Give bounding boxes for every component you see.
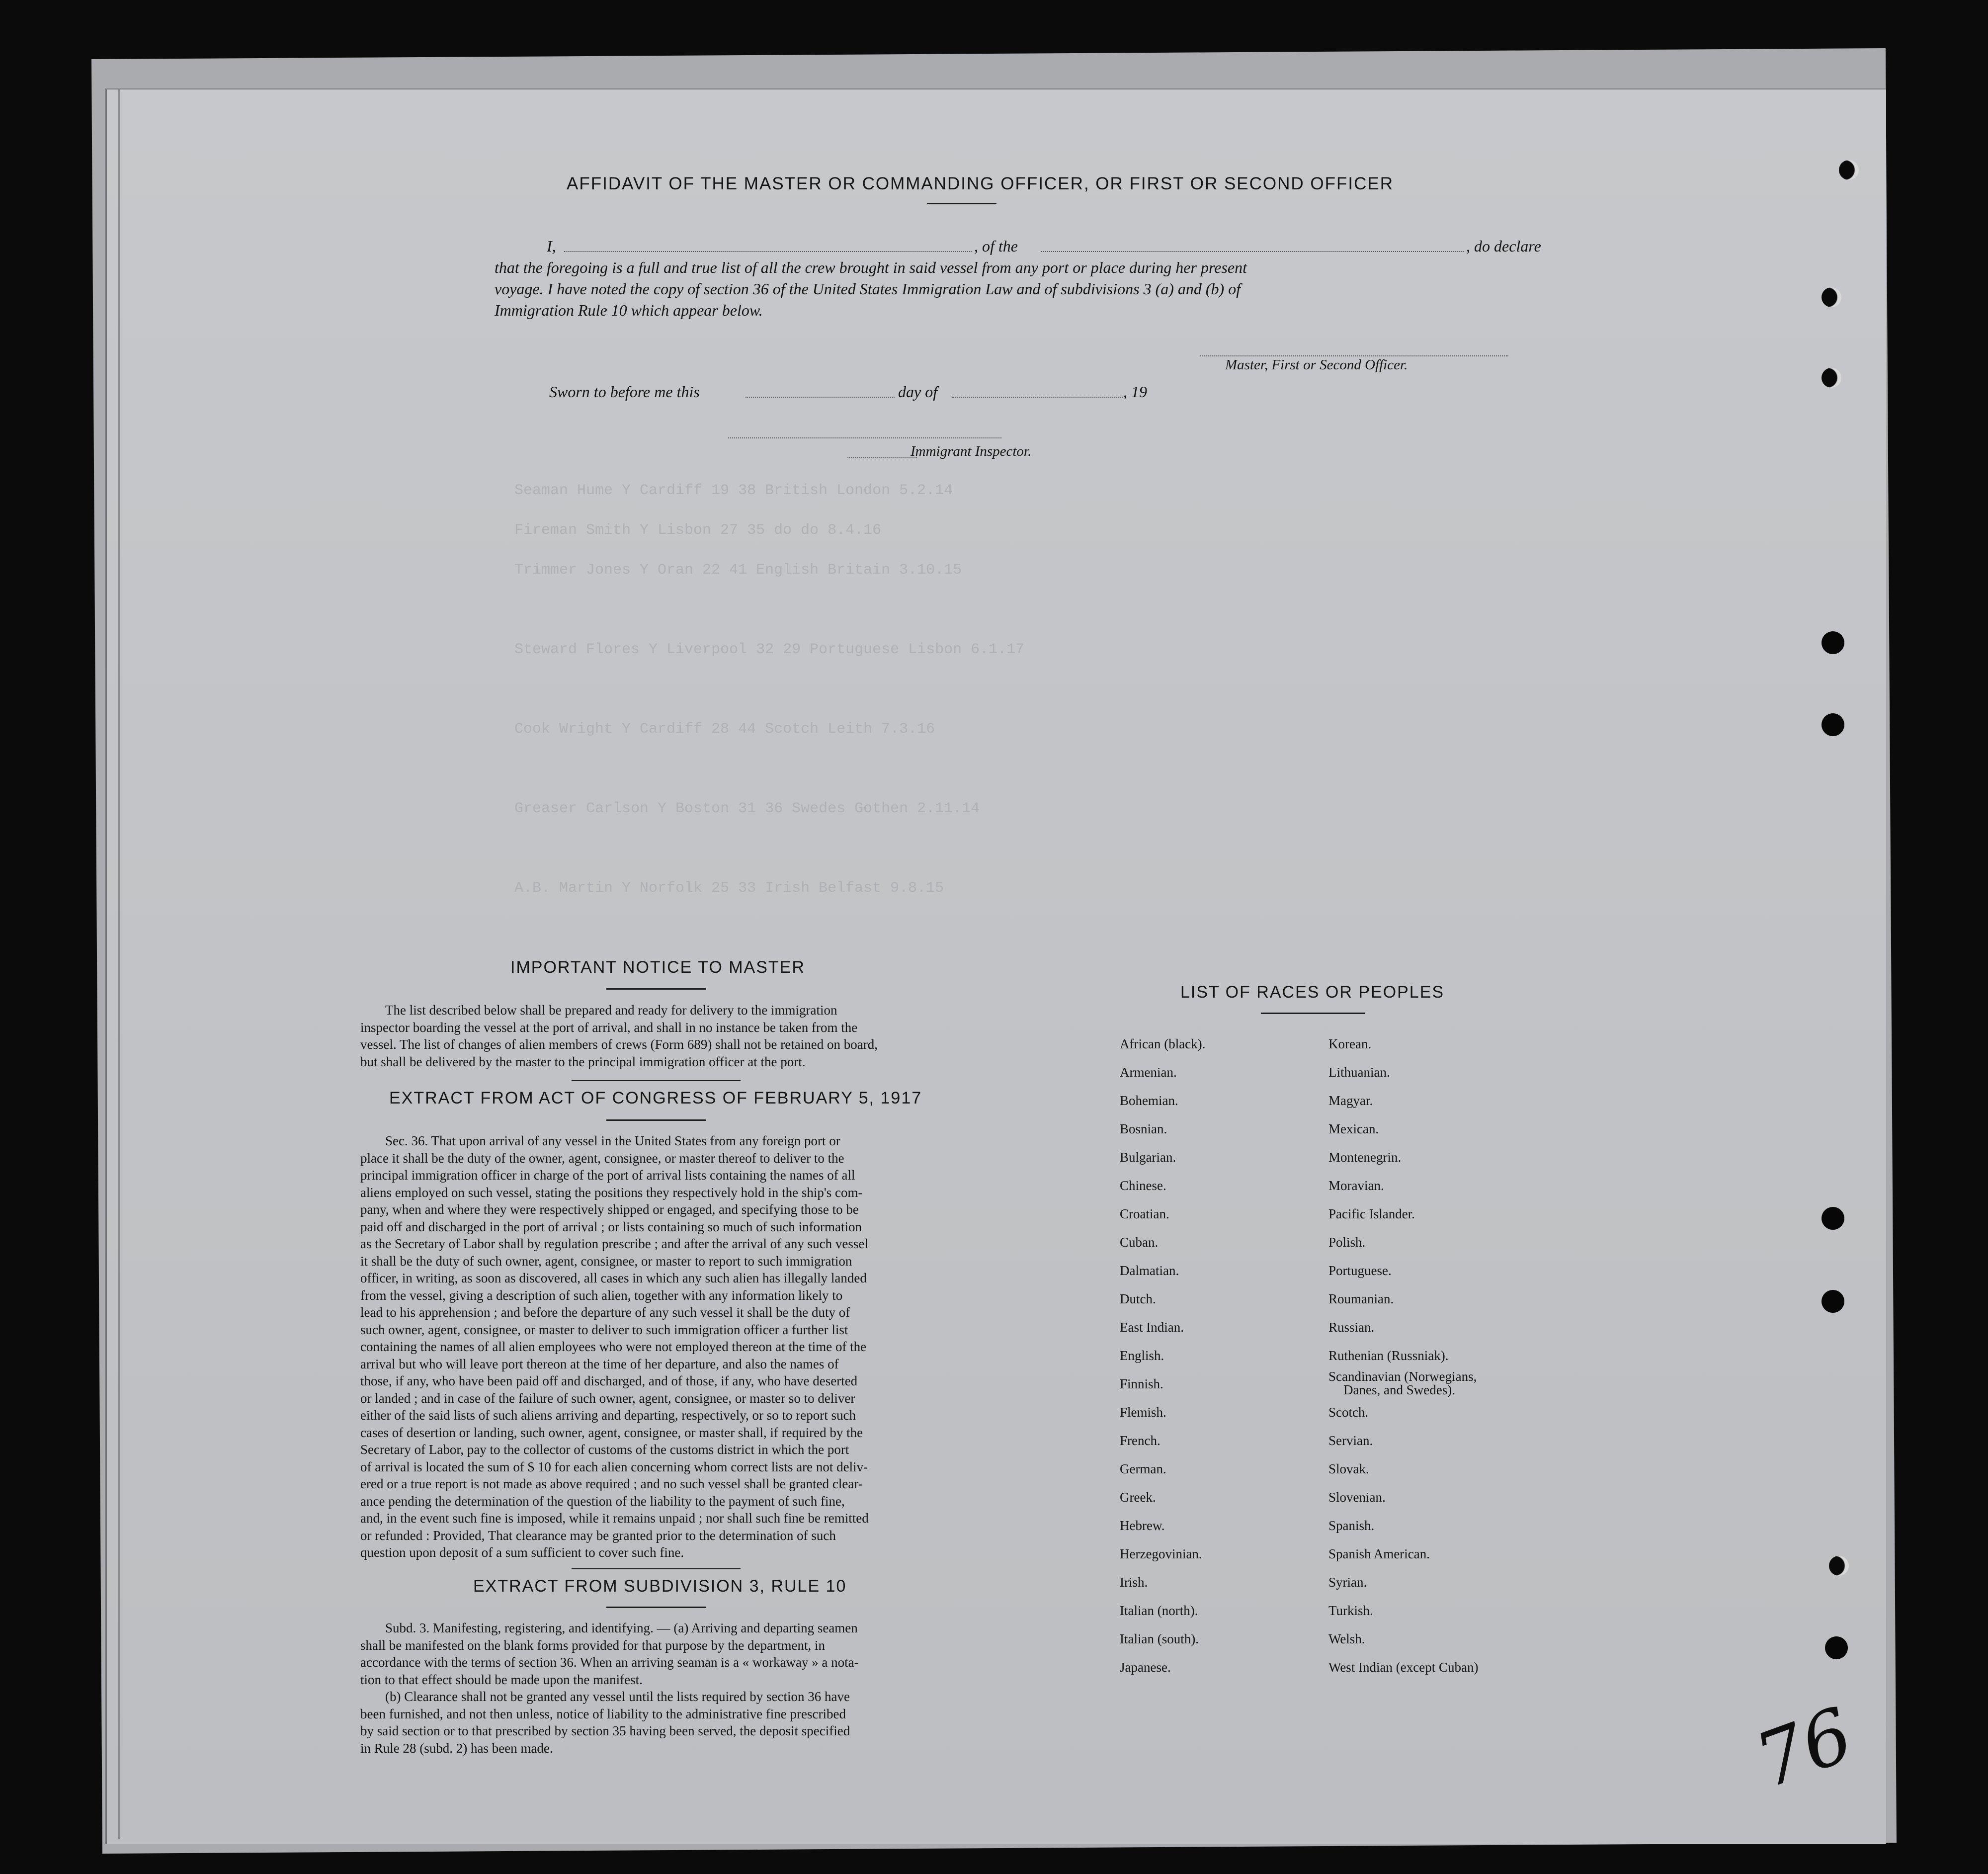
rule-extract-body — [360, 1619, 952, 1757]
race-item: Slovenian. — [1328, 1490, 1386, 1505]
act-line: lead to his apprehension ; and before the departure of any such vessel it shall be the duty of — [360, 1305, 850, 1320]
race-item: Chinese. — [1120, 1178, 1166, 1193]
affidavit-title: AFFIDAVIT OF THE MASTER OR COMMANDING OFFICER, OR FIRST OR SECOND OFFICER — [567, 174, 1394, 193]
race-item: Bohemian. — [1120, 1093, 1178, 1108]
rule-line: shall be manifested on the blank forms provided for that purpose by the department, in — [360, 1637, 826, 1653]
act-line: ered or a true report is not made as above required ; and no such vessel shall be granted clear- — [360, 1476, 863, 1491]
year-label: , 19 — [1123, 383, 1147, 401]
race-item: West Indian (except Cuban) — [1328, 1660, 1479, 1675]
notice-line: but shall be delivered by the master to the principal immigration officer at the port. — [360, 1054, 806, 1069]
act-line: principal immigration officer in charge of the port of arrival lists containing the names of all — [360, 1168, 855, 1183]
race-item: Roumanian. — [1328, 1291, 1394, 1306]
race-item: Moravian. — [1328, 1178, 1384, 1193]
notice-body — [360, 1002, 952, 1070]
act-line: Sec. 36. That upon arrival of any vessel in the United States from any foreign port or — [385, 1133, 840, 1148]
binder-hole-icon — [1822, 631, 1844, 654]
binder-hole-icon — [1822, 713, 1844, 736]
act-line: as the Secretary of Labor shall by regulation prescribe ; and after the arrival of any such vessel — [360, 1236, 868, 1251]
race-item: Italian (north). — [1120, 1603, 1198, 1618]
race-item: Scotch. — [1328, 1405, 1369, 1420]
race-item: Armenian. — [1120, 1065, 1177, 1080]
race-item: Welsh. — [1328, 1631, 1365, 1646]
rule-line: been furnished, and not then unless, notice of liability to the administrative fine prescribed — [360, 1706, 846, 1721]
rule-line: in Rule 28 (subd. 2) has been made. — [360, 1740, 553, 1756]
affidavit-title-rule — [927, 203, 996, 204]
races-title: LIST OF RACES OR PEOPLES — [1180, 983, 1445, 1002]
sworn-label: Sworn to before me this — [549, 383, 700, 401]
act-line: and, in the event such fine is imposed, while it remains unpaid ; nor shall such fine be remitted — [360, 1511, 869, 1526]
race-item: Bosnian. — [1120, 1121, 1167, 1136]
act-line: or landed ; and in case of the failure of such owner, agent, consignee, or master so to deliver — [360, 1390, 855, 1406]
race-item: Dalmatian. — [1120, 1263, 1179, 1278]
act-extract-body — [360, 1132, 952, 1561]
race-item: Dutch. — [1120, 1291, 1156, 1306]
race-item: East Indian. — [1120, 1320, 1184, 1335]
left-margin-line — [118, 89, 120, 1839]
race-item: Ruthenian (Russniak). — [1328, 1348, 1449, 1363]
race-item-continuation: Danes, and Swedes). — [1343, 1382, 1455, 1397]
act-line: pany, when and where they were respectively shipped or engaged, and specifying those to be — [360, 1202, 859, 1217]
rule-extract-title: EXTRACT FROM SUBDIVISION 3, RULE 10 — [473, 1577, 847, 1596]
act-line: ance pending the determination of the question of the liability to the payment of such fine, — [360, 1493, 845, 1509]
act-line: such owner, agent, consignee, or master to deliver to such immigration officer a further list — [360, 1322, 848, 1337]
race-item: Japanese. — [1120, 1660, 1171, 1675]
race-item: Montenegrin. — [1328, 1150, 1402, 1165]
race-item: Irish. — [1120, 1575, 1148, 1590]
affidavit-vessel-blank — [1041, 251, 1464, 252]
rule-line: Subd. 3. Manifesting, registering, and identifying. — (a) Arriving and departing seamen — [385, 1620, 858, 1635]
race-item: Slovak. — [1328, 1461, 1369, 1476]
master-signature-caption: Master, First or Second Officer. — [1225, 357, 1408, 373]
affidavit-body-line-2: voyage. I have noted the copy of section 36 of the United States Immigration Law and of subdivisions 3 (a) and (b) of — [495, 280, 1241, 298]
race-item: Spanish. — [1328, 1518, 1375, 1533]
binder-hole-icon — [1822, 287, 1841, 307]
race-item: Russian. — [1328, 1320, 1375, 1335]
race-item: Italian (south). — [1120, 1631, 1199, 1646]
act-line: place it shall be the duty of the owner, agent, consignee, or master thereof to deliver to the — [360, 1150, 844, 1166]
sworn-month-blank — [952, 397, 1123, 398]
notice-line: inspector boarding the vessel at the port of arrival, and shall in no instance be taken from the — [360, 1020, 858, 1035]
section-divider — [572, 1568, 741, 1569]
race-item: Portuguese. — [1328, 1263, 1392, 1278]
act-line: Secretary of Labor, pay to the collector of customs of the customs district in which the port — [360, 1442, 849, 1457]
race-item: Bulgarian. — [1120, 1150, 1176, 1165]
race-item: Hebrew. — [1120, 1518, 1165, 1533]
inspector-signature-blank — [728, 437, 1001, 438]
race-item: Herzegovinian. — [1120, 1546, 1202, 1561]
notice-title-rule — [606, 988, 706, 990]
binder-hole-icon — [1822, 368, 1841, 388]
act-line: cases of desertion or landing, such owner, agent, consignee, or master shall, if required by the — [360, 1425, 863, 1440]
race-item: Flemish. — [1120, 1405, 1166, 1420]
act-line: or refunded : Provided, That clearance may be granted prior to the determination of such — [360, 1528, 836, 1543]
race-item: Turkish. — [1328, 1603, 1373, 1618]
act-line: officer, in writing, as soon as discovered, all cases in which any such alien has illegally landed — [360, 1271, 867, 1285]
binder-hole-icon — [1822, 1290, 1844, 1313]
inspector-caption: Immigrant Inspector. — [911, 443, 1032, 459]
act-line: question upon deposit of a sum sufficient to cover such fine. — [360, 1545, 684, 1560]
sworn-day-blank — [746, 397, 895, 398]
binder-hole-icon — [1839, 160, 1859, 180]
inspector-signature-lead — [847, 457, 917, 458]
day-of-label: day of — [898, 383, 938, 401]
act-line: it shall be the duty of such owner, agent, consignee, or master to report to such immigration — [360, 1253, 852, 1269]
race-item: Spanish American. — [1328, 1546, 1430, 1561]
race-item: Croatian. — [1120, 1206, 1169, 1221]
race-item: French. — [1120, 1433, 1160, 1448]
binder-hole-icon — [1829, 1556, 1849, 1576]
affidavit-i-label: I, — [547, 237, 556, 255]
rule-line: accordance with the terms of section 36. When an arriving seaman is a « workaway » a nota- — [360, 1655, 859, 1670]
affidavit-body-line-1: that the foregoing is a full and true list of all the crew brought in said vessel from any port or place during her present — [495, 258, 1247, 276]
act-extract-title-rule — [606, 1119, 706, 1121]
rule-extract-title-rule — [606, 1607, 706, 1608]
rule-line: (b) Clearance shall not be granted any vessel until the lists required by section 36 have — [385, 1689, 850, 1704]
manifest-page: Seaman Hume Y Cardiff 19 38 British London 5.2.14 Fireman Smith Y Lisbon 27 35 do do 8.4.16 Trimmer Jones Y Oran 22 41 English Britain 3.10.15 Steward Flores Y Liverpool 32 29 Portuguese Lisbon 6.1.17 Cook Wright Y Cardiff 28 44 Scotch Leith 7.3.16 Greaser Carlson Y Boston 31 36 Swedes Gothen 2.11.14 A.B. Martin Y Norfolk 25 33 Irish Belfast 9.8.15 AFFIDAVIT OF THE MASTER OR COMMANDING OFFICER, OR FIRST OR SECOND OFFICER I, , of the , do declare that the foregoing is a full and true list of all the crew brought in said vessel from any port or place during her present voyage. I have noted the copy of section 36 of the United States Immigration Law and of subdivisions 3 (a) and (b) of Immigration Rule 10 which appear below. Master, First or Second Officer. Sworn to before me this day of , 19 Immigrant Inspector. IMPORTANT NOTICE TO MASTER The list described below shall be prepared and ready for delivery to the immigration inspector boarding the vessel at the port of arrival, and shall in no instance be taken from the vessel. The list of changes of alien members of crews (Form 689) shall not be retained on board, but shall be delivered by the master to the principal immigration officer at the port. EXTRACT FROM ACT OF CONGRESS OF FEBRUARY 5, 1917 Sec. 36. That upon arrival of any vessel in the United States from any foreign port or place it shall be the duty of the owner, agent, consignee, or master thereof to deliver to the principal immigration officer in charge of the port of arrival lists containing the names of all aliens employed on such vessel, stating the positions they respectively hold in the ship's com- pany, when and where they were respectively shipped or engaged, and specifying those to be paid off and discharged in the port of arrival ; or lists containing so much of such information as the Secretary of Labor shall by regulation prescribe ; and after the arrival of any such vessel it shall be the duty of such owner, agent, consignee, or master to report to such immigration officer, in writing, as soon as discovered, all cases in which any such alien has illegally landed from the vessel, giving a description of such alien, together with any information likely to lead to his apprehension ; and before the departure of any such vessel it shall be the duty of such owner, agent, consignee, or master to deliver to such immigration officer a further list containing the names of all alien employees who were not employed thereon at the time of the arrival but who will leave port thereon at the time of her departure, and also the names of those, if any, who have been paid off and discharged, and of those, if any, who have deserted or landed ; and in case of the failure of such owner, agent, consignee, or master so to deliver either of the said lists of such aliens arriving and departing, respectively, or so to report such cases of desertion or landing, such owner, agent, consignee, or master shall, if required by the Secretary of Labor, pay to the collector of customs of the customs district in which the port of arrival is located the sum of $ 10 for each alien concerning whom correct lists are not deliv- ered or a true report is not made as above required ; and no such vessel shall be granted clear- ance pending the determination of the question of the liability to the payment of such fine, and, in the event such fine is imposed, while it remains unpaid ; nor shall such fine be remitted or refunded : Provided, That clearance may be granted prior to the determination of such question upon deposit of a sum sufficient to cover such fine. EXTRACT FROM SUBDIVISION 3, RULE 10 Subd. 3. Manifesting, registering, and identifying. — (a) Arriving and departing seamen shall be manifested on the blank forms provided for that purpose by the department, in accordance with the terms of section 36. When an arriving seaman is a « workaway » a nota- tion to that effect should be made upon the manifest. (b) Clearance shall not be granted any vessel until the lists required by section 36 have been furnished, and not then unless, notice of liability to the administrative fine prescribed by said section or to that prescribed by section 35 having been served, the deposit specified in Rule 28 (subd. 2) has been made. LIST OF RACES OR PEOPLES African (black). Armenian. Bohemian. Bosnian. Bulgarian. Chinese. Croatian. Cuban. Dalmatian. Dutch. East Indian. English. Finnish. Flemish. French. German. Greek. Hebrew. Herzegovinian. Irish. Italian (north). Italian (south). Japanese. Korean. Lithuanian. Magyar. Mexican. Montenegrin. Moravian. Pacific Islander. Polish. Portuguese. Roumanian. Russian. Ruthenian (Russniak). Scandinavian (Norwegians, Danes, and Swedes). Scotch. Servian. Slovak. Slovenian. Spanish. Spanish American. Syrian. Turkish. Welsh. West Indian (except Cuban) 76 — [105, 88, 1886, 1844]
act-line: aliens employed on such vessel, stating the positions they respectively hold in the ship's com- — [360, 1185, 863, 1200]
act-line: containing the names of all alien employees who were not employed thereon at the time of the — [360, 1339, 867, 1354]
affidavit-body-line-3: Immigration Rule 10 which appear below. — [495, 301, 763, 319]
act-line: paid off and discharged in the port of arrival ; or lists containing so much of such information — [360, 1219, 862, 1234]
act-line: of arrival is located the sum of $ 10 for each alien concerning whom correct lists are not deliv- — [360, 1459, 868, 1474]
binder-hole-icon — [1825, 1636, 1848, 1659]
race-item: Greek. — [1120, 1490, 1156, 1505]
notice-title: IMPORTANT NOTICE TO MASTER — [510, 958, 805, 977]
master-signature-blank — [1200, 355, 1508, 356]
notice-line: vessel. The list of changes of alien members of crews (Form 689) shall not be retained on board, — [360, 1037, 878, 1052]
race-item: Finnish. — [1120, 1376, 1163, 1391]
handwritten-page-number: 76 — [1744, 1691, 1864, 1805]
binder-hole-icon — [1822, 1207, 1844, 1230]
act-line: from the vessel, giving a description of such alien, together with any information likely to — [360, 1287, 843, 1303]
affidavit-of-the-label: , of the — [974, 237, 1018, 255]
rule-line: by said section or to that prescribed by section 35 having been served, the deposit specified — [360, 1723, 850, 1738]
notice-line: The list described below shall be prepared and ready for delivery to the immigration — [385, 1003, 837, 1018]
section-divider — [572, 1080, 741, 1081]
act-extract-title: EXTRACT FROM ACT OF CONGRESS OF FEBRUARY 5, 1917 — [389, 1089, 922, 1107]
races-title-rule — [1261, 1013, 1365, 1014]
act-line: arrival but who will leave port thereon at the time of her departure, and also the names of — [360, 1356, 839, 1371]
race-item: English. — [1120, 1348, 1164, 1363]
race-item: Polish. — [1328, 1235, 1366, 1250]
race-item: Korean. — [1328, 1036, 1372, 1051]
affidavit-do-declare-label: , do declare — [1466, 237, 1541, 255]
race-item: Magyar. — [1328, 1093, 1373, 1108]
race-item: German. — [1120, 1461, 1166, 1476]
race-item: Mexican. — [1328, 1121, 1379, 1136]
act-line: either of the said lists of such aliens arriving and departing, respectively, or so to report such — [360, 1408, 856, 1423]
act-line: those, if any, who have been paid off and discharged, and of those, if any, who have deserted — [360, 1373, 858, 1388]
affidavit-name-blank — [564, 251, 972, 252]
race-item: Servian. — [1328, 1433, 1373, 1448]
race-item: Syrian. — [1328, 1575, 1367, 1590]
race-item: African (black). — [1120, 1036, 1206, 1051]
race-item: Scandinavian (Norwegians, — [1328, 1369, 1477, 1384]
race-item: Cuban. — [1120, 1235, 1159, 1250]
race-item: Pacific Islander. — [1328, 1206, 1415, 1221]
rule-line: tion to that effect should be made upon the manifest. — [360, 1672, 643, 1687]
race-item: Lithuanian. — [1328, 1065, 1390, 1080]
